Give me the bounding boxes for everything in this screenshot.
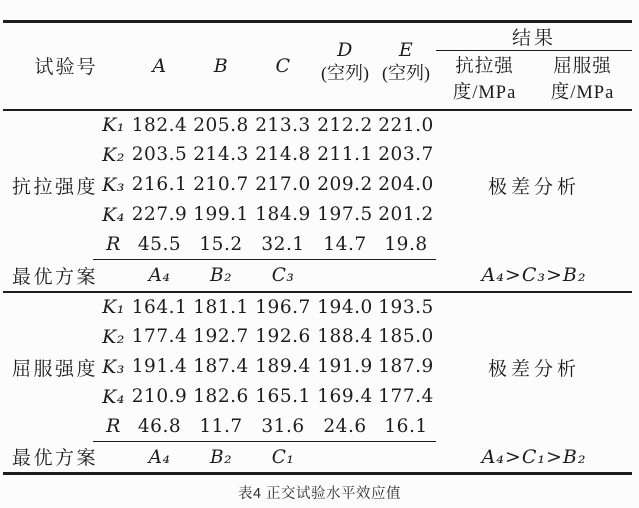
factor-e-letter: E <box>398 39 414 62</box>
table-row <box>3 292 632 322</box>
value-cell: 227.9 <box>131 204 188 225</box>
optimal-label-cell: 最优方案 <box>3 442 93 474</box>
optimal-order-cell: A₄>C₁>B₂ <box>436 442 632 474</box>
value-cell: 203.5 <box>131 144 188 165</box>
value-cell: 164.1 <box>131 296 188 318</box>
value-cell: 197.5 <box>317 204 373 225</box>
value-cell: 187.4 <box>193 356 249 377</box>
value-cell: 221.0 <box>378 114 434 136</box>
range-analysis-cell: 极差分析 <box>488 358 581 380</box>
value-cell: 210.7 <box>193 174 249 195</box>
value-cell: 15.2 <box>190 230 252 260</box>
optimal-value-cell: C₁ <box>252 442 314 474</box>
optimal-scheme-row <box>3 442 632 474</box>
yield-header-line1: 屈服强 <box>553 56 612 77</box>
empty-cell <box>93 260 129 292</box>
value-cell: 185.0 <box>378 326 434 347</box>
value-cell: 177.4 <box>378 386 434 407</box>
optimal-value-cell: A₄ <box>129 442 190 474</box>
column-header-factor-d <box>314 22 376 110</box>
optimal-value-cell: B₂ <box>190 260 252 292</box>
column-header-factor-b: B <box>190 22 252 110</box>
value-cell: 199.1 <box>193 204 249 225</box>
k-label-cell: K₄ <box>102 385 125 408</box>
header-row-top <box>3 22 632 51</box>
value-cell: 181.1 <box>193 296 249 318</box>
value-cell: 187.9 <box>378 356 434 377</box>
column-header-factor-a: A <box>129 22 190 110</box>
value-cell: 191.9 <box>317 356 373 377</box>
section-label-cell: 屈服强度 <box>12 358 99 380</box>
column-header-trial-number: 试验号 <box>3 22 129 110</box>
value-cell: 32.1 <box>252 230 314 260</box>
table-row <box>3 110 632 140</box>
factor-e-empty-column-note: (空列) <box>382 63 431 84</box>
k-label-cell: K₂ <box>102 143 125 166</box>
value-cell: 193.5 <box>378 296 434 318</box>
value-cell: 212.2 <box>317 114 373 136</box>
value-cell: 165.1 <box>255 386 311 407</box>
value-cell: 11.7 <box>190 412 252 442</box>
optimal-value-cell: C₃ <box>252 260 314 292</box>
value-cell: 214.8 <box>255 144 311 165</box>
value-cell: 209.2 <box>317 174 373 195</box>
orthogonal-effects-table <box>3 20 632 475</box>
value-cell: 184.9 <box>255 204 311 225</box>
value-cell: 217.0 <box>255 174 311 195</box>
value-cell: 204.0 <box>378 174 434 195</box>
column-header-result-group: 结果 <box>436 22 632 51</box>
k-label-cell: K₁ <box>102 114 125 136</box>
factor-d-letter: D <box>337 39 353 62</box>
value-cell: 182.4 <box>131 114 188 136</box>
k-label-cell: K₂ <box>102 325 125 348</box>
range-analysis-cell: 极差分析 <box>488 176 581 198</box>
value-cell: 169.4 <box>317 386 373 407</box>
optimal-label-cell: 最优方案 <box>3 260 93 292</box>
value-cell: 201.2 <box>378 204 434 225</box>
value-cell: 205.8 <box>193 114 249 136</box>
value-cell: 216.1 <box>131 174 188 195</box>
tensile-header-line1: 抗拉强 <box>455 56 514 77</box>
k-label-cell: K₃ <box>102 173 125 196</box>
tensile-header-line2: 度/MPa <box>452 82 517 103</box>
empty-cell <box>376 442 436 474</box>
value-cell: 196.7 <box>255 296 311 318</box>
column-header-factor-c: C <box>252 22 314 110</box>
section-label-cell: 抗拉强度 <box>12 176 99 198</box>
k-label-cell: K₃ <box>102 355 125 378</box>
value-cell: 191.4 <box>131 356 188 377</box>
empty-cell <box>314 442 376 474</box>
column-header-yield-strength <box>533 51 632 110</box>
value-cell: 14.7 <box>314 230 376 260</box>
value-cell: 213.3 <box>255 114 311 136</box>
value-cell: 210.9 <box>131 386 188 407</box>
optimal-scheme-row <box>3 260 632 292</box>
value-cell: 192.7 <box>193 326 249 347</box>
optimal-order-cell: A₄>C₃>B₂ <box>436 260 632 292</box>
table-caption: 表4 正交试验水平效应值 <box>237 486 402 502</box>
value-cell: 16.1 <box>376 412 436 442</box>
k-label-cell: R <box>93 230 129 260</box>
value-cell: 194.0 <box>317 296 373 318</box>
value-cell: 45.5 <box>129 230 190 260</box>
column-header-tensile-strength <box>436 51 533 110</box>
empty-cell <box>93 442 129 474</box>
k-label-cell: R <box>93 412 129 442</box>
value-cell: 24.6 <box>314 412 376 442</box>
value-cell: 19.8 <box>376 230 436 260</box>
value-cell: 31.6 <box>252 412 314 442</box>
value-cell: 203.7 <box>378 144 434 165</box>
empty-cell <box>314 260 376 292</box>
value-cell: 214.3 <box>193 144 249 165</box>
value-cell: 177.4 <box>131 326 188 347</box>
value-cell: 192.6 <box>255 326 311 347</box>
value-cell: 46.8 <box>129 412 190 442</box>
column-header-factor-e <box>376 22 436 110</box>
k-label-cell: K₄ <box>102 203 125 226</box>
yield-header-line2: 度/MPa <box>550 82 615 103</box>
value-cell: 211.1 <box>317 144 373 165</box>
optimal-value-cell: A₄ <box>129 260 190 292</box>
value-cell: 188.4 <box>317 326 373 347</box>
empty-cell <box>376 260 436 292</box>
value-cell: 182.6 <box>193 386 249 407</box>
k-label-cell: K₁ <box>102 296 125 318</box>
factor-d-empty-column-note: (空列) <box>321 63 370 84</box>
optimal-value-cell: B₂ <box>190 442 252 474</box>
value-cell: 189.4 <box>255 356 311 377</box>
